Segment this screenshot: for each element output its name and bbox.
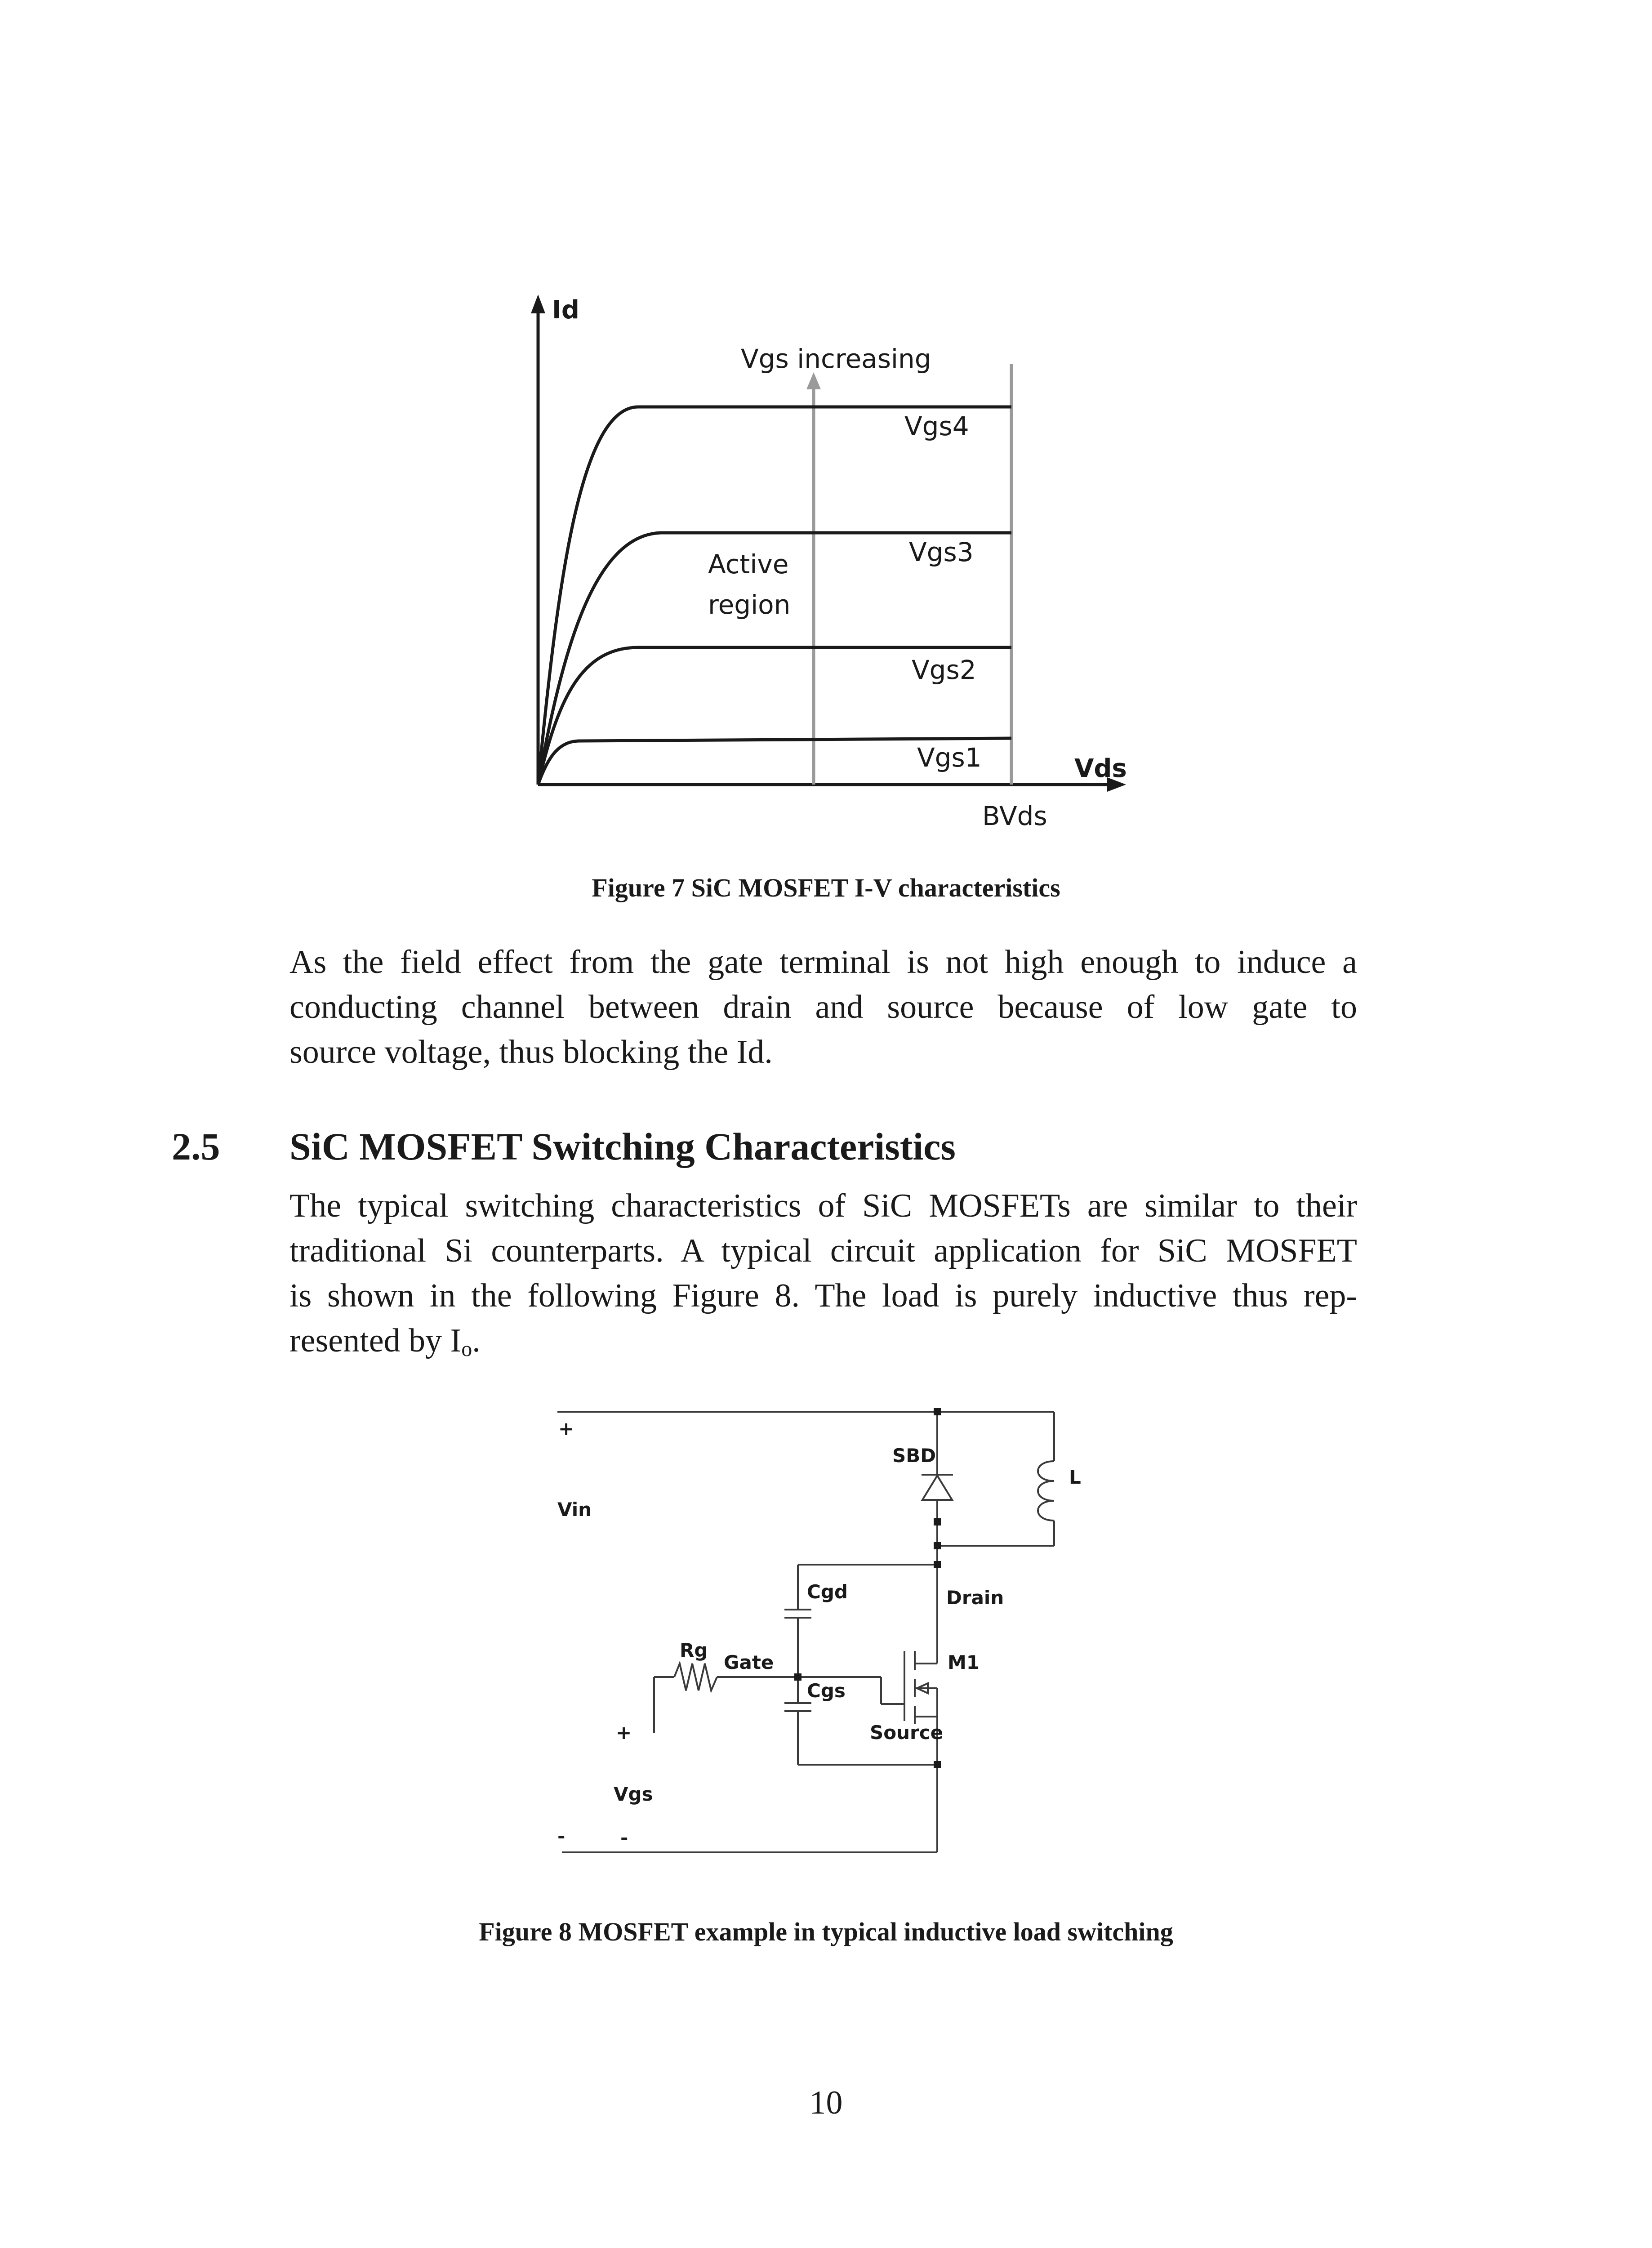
paragraph-text: .	[472, 1322, 481, 1359]
paragraph-line: source voltage, thus blocking the Id.	[289, 1034, 773, 1070]
figure-7-caption: Figure 7 SiC MOSFET I-V characteristics	[592, 873, 1060, 902]
section-number: 2.5	[172, 1125, 220, 1168]
node-dot	[934, 1561, 941, 1568]
inductor-coil	[1038, 1461, 1054, 1521]
cgd-label: Cgd	[807, 1581, 848, 1603]
diode-triangle	[922, 1476, 952, 1500]
curve-label-vgs3: Vgs3	[909, 537, 974, 567]
figure-8-caption: Figure 8 MOSFET example in typical inductive load switching	[479, 1917, 1173, 1946]
paragraph-line: is shown in the following Figure 8. The load is purely inductive thus rep-	[289, 1277, 1357, 1314]
vin-minus-label: -	[557, 1825, 566, 1847]
vin-label: Vin	[557, 1499, 592, 1521]
node-dot	[934, 1542, 941, 1549]
section-title: SiC MOSFET Switching Characteristics	[289, 1125, 956, 1168]
curve-label-vgs2: Vgs2	[912, 655, 976, 685]
vin-plus-label: +	[558, 1418, 574, 1440]
cgs-label: Cgs	[807, 1680, 846, 1702]
node-dot	[934, 1518, 941, 1525]
node-dot	[794, 1673, 802, 1681]
m1-label: M1	[948, 1651, 980, 1673]
node-dot	[934, 1761, 941, 1768]
source-label: Source	[870, 1722, 944, 1744]
rg-resistor	[674, 1664, 717, 1690]
page-number: 10	[809, 2084, 843, 2121]
vgs-increasing-label: Vgs increasing	[741, 343, 931, 374]
active-region-label-1: Active	[708, 549, 789, 580]
bvds-label: BVds	[982, 801, 1047, 831]
id-axis-label: Id	[552, 295, 579, 325]
paragraph-line: conducting channel between drain and source because of low gate to	[289, 989, 1357, 1026]
gate-label: Gate	[724, 1651, 774, 1673]
inductor-label: L	[1069, 1466, 1081, 1488]
vgs-label: Vgs	[614, 1783, 653, 1805]
paragraph-line: The typical switching characteristics of SiC MOSFETs are similar to their	[289, 1187, 1357, 1224]
curve-label-vgs4: Vgs4	[904, 411, 969, 442]
paragraph-text: resented by I	[289, 1322, 462, 1359]
drain-label: Drain	[946, 1587, 1004, 1609]
paragraph-line: As the field effect from the gate terminal is not high enough to induce a	[289, 944, 1357, 981]
sbd-label: SBD	[892, 1445, 936, 1467]
curve-label-vgs1: Vgs1	[917, 742, 982, 773]
vgs-plus-label: +	[616, 1722, 632, 1744]
vgs-minus-label: -	[620, 1827, 628, 1849]
subscript-o: o	[461, 1337, 472, 1361]
rg-label: Rg	[680, 1639, 708, 1661]
active-region-label-2: region	[708, 589, 791, 620]
node-dot	[934, 1408, 941, 1415]
vds-axis-label: Vds	[1074, 754, 1127, 783]
paragraph-line: traditional Si counterparts. A typical circuit application for SiC MOSFET	[289, 1232, 1357, 1269]
